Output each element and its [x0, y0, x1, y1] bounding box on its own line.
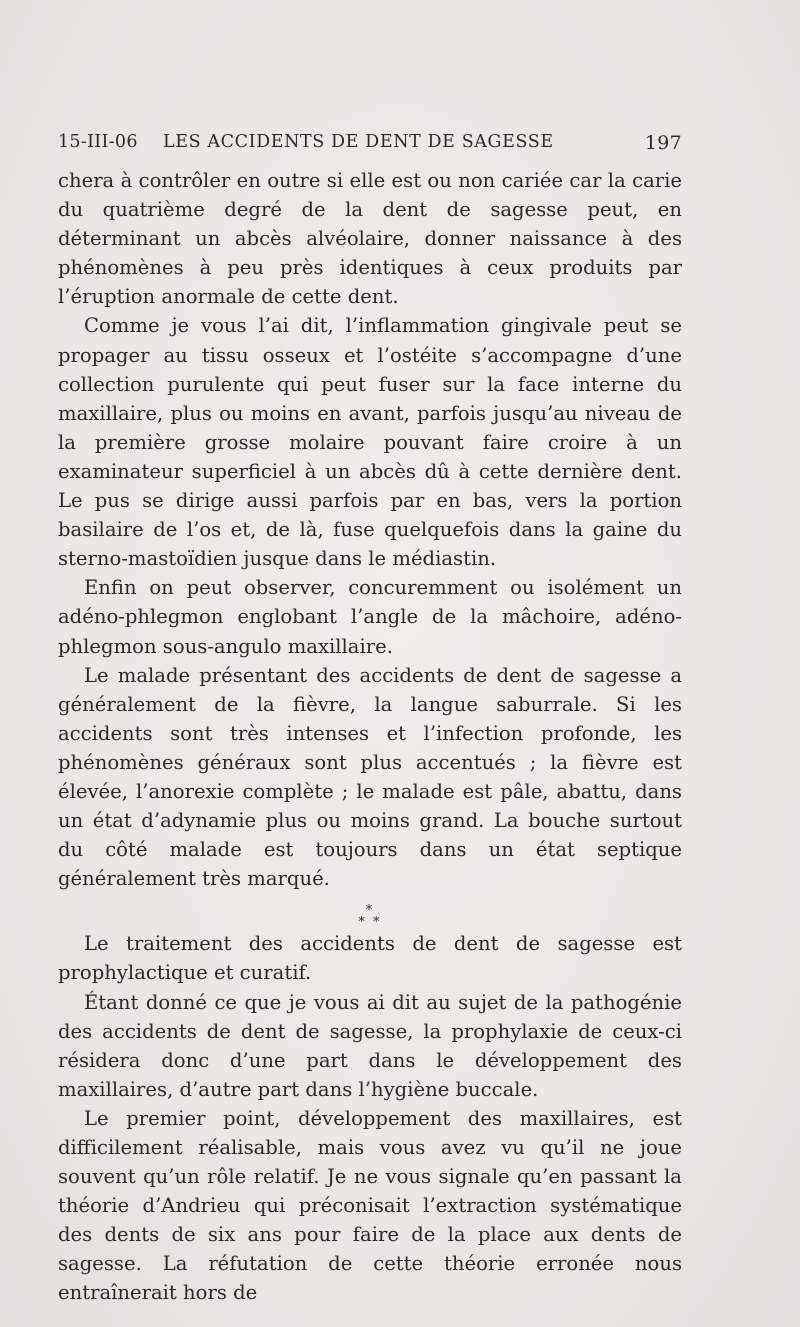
running-header [58, 132, 682, 158]
page-number: 197 [644, 132, 682, 154]
paragraph: Le traitement des accidents de dent de sagesse est prophylactique et curatif. [58, 932, 682, 985]
paragraph: Étant donné ce que je vous ai dit au sujet de la pathogénie des accidents de dent de sagesse, la prophylaxie de ceux-ci résidera donc d’une part dans le développement des maxillaires, d’autre part dans l’hygiène buccale. [58, 990, 682, 1101]
asterism-bottom: * * [358, 915, 382, 931]
asterism-divider [58, 893, 682, 929]
body-text [58, 166, 682, 1308]
folio-date: 15-III-06 [58, 132, 138, 152]
running-title: LES ACCIDENTS DE DENT DE SAGESSE [163, 132, 554, 152]
paragraph: Le premier point, développement des maxillaires, est difficilement réalisable, mais vous avez vu qu’il ne joue souvent qu’un rôle relatif. Je ne vous signale qu’en passant la théorie d’Andrieu qui préconisait l’extraction systématique des dents de six ans pour faire de la place aux dents de sagesse. La réfutation de cette théorie erronée nous entraînerait hors de [58, 1106, 682, 1305]
paragraph: chera à contrôler en outre si elle est ou non cariée car la carie du quatrième degré de la dent de sagesse peut, en déterminant un abcès alvéolaire, donner naissance à des phénomènes à peu près identiques à ceux produits par l’éruption anormale de cette dent. [58, 169, 682, 309]
paragraph: Enfin on peut observer, concuremment ou isolément un adéno-phlegmon englobant l’angle de la mâchoire, adéno-phlegmon sous-angulo maxillaire. [58, 576, 682, 658]
asterism-top: * [365, 903, 375, 919]
paragraph: Comme je vous l’ai dit, l’inflammation gingivale peut se propager au tissu osseux et l’ostéite s’accompagne d’une collection purulente qui peut fuser sur la face interne du maxillaire, plus ou moins en avant, parfois jusqu’au niveau de la première grosse molaire pouvant faire croire à un examinateur superficiel à un abcès dû à cette dernière dent. Le pus se dirige aussi parfois par en bas, vers la portion basilaire de l’os et, de là, fuse quelquefois dans la gaine du sterno-mastoïdien jusque dans le médiastin. [58, 314, 682, 571]
paragraph: Le malade présentant des accidents de dent de sagesse a généralement de la fièvre, la langue saburrale. Si les accidents sont très intenses et l’infection profonde, les phénomènes généraux sont plus accentués ; la fièvre est élevée, l’anorexie complète ; le malade est pâle, abattu, dans un état d’adynamie plus ou moins grand. La bouche surtout du côté malade est toujours dans un état septique généralement très marqué. [58, 663, 682, 891]
